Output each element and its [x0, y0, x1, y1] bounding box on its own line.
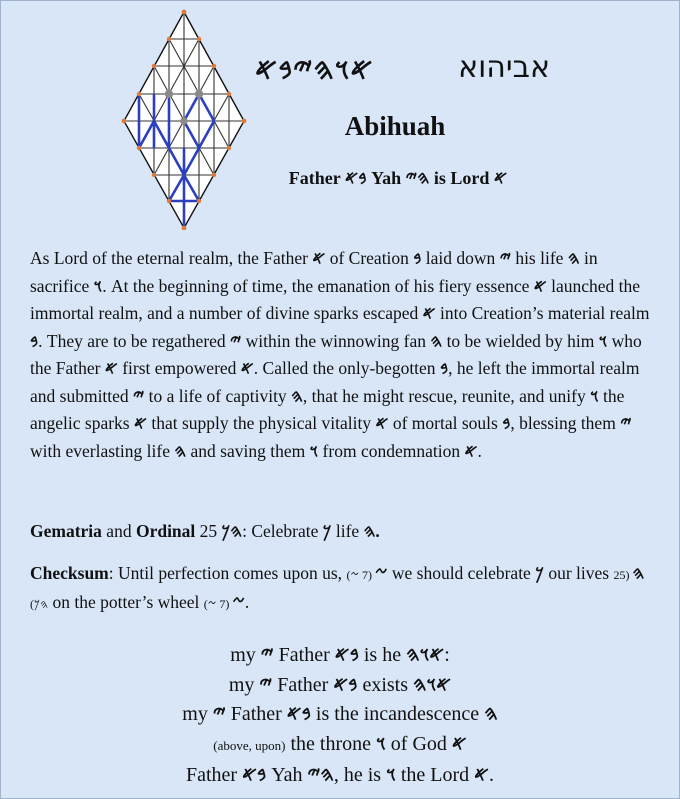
text-run: .: [244, 592, 250, 612]
text-run: to a life of captivity: [144, 385, 292, 406]
text-run: is he: [358, 644, 407, 666]
text-run: who the Father: [30, 330, 642, 378]
paleo-glyph: 𐤀: [451, 730, 467, 755]
text-run: .: [477, 440, 482, 461]
paleo-glyph: 𐤁𐤀: [334, 642, 359, 666]
paleo-glyph: 𐤁𐤀: [333, 671, 358, 696]
text-run: Father: [272, 673, 334, 696]
paleo-glyph: 𐤉: [620, 414, 632, 434]
text-run: Father: [273, 644, 335, 666]
text-run: : Until perfection comes upon us,: [108, 563, 347, 583]
paleo-glyph: 𐤁: [30, 331, 39, 352]
small-note: (7 𐤆): [346, 568, 375, 582]
text-run: with everlasting life: [30, 440, 175, 461]
paleo-glyph: 𐤀: [312, 249, 326, 269]
text-run: that supply the physical vitality: [147, 413, 376, 433]
paleo-glyph: 𐤀𐤅𐤄: [406, 642, 445, 666]
gematria-line: [30, 518, 650, 545]
text-run: , that he might rescue, reunite, and unify: [302, 385, 591, 406]
text-run: Father: [185, 764, 243, 786]
bold-text: Checksum: [30, 563, 109, 583]
text-run: from condemnation: [318, 440, 465, 461]
paleo-glyph: 𐤅: [309, 441, 319, 462]
meaning-glyph: 𐤁𐤀: [344, 168, 367, 189]
text-run: , blessing them: [510, 413, 621, 433]
paleo-glyph: 𐤄𐤊: [221, 522, 243, 542]
text-run: my: [230, 644, 261, 666]
text-run: .: [489, 764, 495, 786]
paleo-glyph: 𐤄: [430, 331, 443, 352]
text-run: . At the beginning of time, the emanation of his fiery essence: [102, 275, 534, 296]
text-run: Yah: [266, 764, 308, 786]
bold-text: .: [375, 521, 380, 541]
paleo-glyph: 𐤁: [413, 249, 422, 269]
text-run: :: [444, 644, 450, 666]
text-run: exists: [357, 673, 414, 696]
paleo-glyph: 𐤀: [533, 276, 547, 297]
paleo-glyph: 𐤅: [386, 762, 396, 786]
text-run: first empowered: [117, 358, 241, 378]
paleo-glyph: 𐤉: [212, 701, 226, 725]
poem-line: [30, 760, 650, 790]
paleo-glyph: 𐤄: [363, 522, 376, 542]
meaning-glyph: 𐤀: [493, 168, 508, 189]
paleo-glyph: 𐤀𐤅𐤄: [413, 671, 452, 696]
paleo-glyph: 𐤀: [134, 414, 147, 434]
name-meaning: [258, 168, 538, 189]
hebrew-title: אביהוא: [458, 50, 550, 85]
text-run: 25: [195, 521, 222, 541]
poem-line: [30, 699, 650, 729]
paleo-glyph: 𐤊: [535, 564, 544, 584]
paleo-glyph: 𐤅: [93, 276, 103, 297]
bold-text: Ordinal: [135, 521, 196, 541]
text-run: on the potter’s wheel: [48, 592, 204, 612]
description-paragraph: [30, 245, 650, 465]
paleo-glyph: 𐤅: [590, 386, 599, 407]
paleo-glyph: 𐤉: [230, 331, 242, 352]
paleo-glyph: 𐤄: [174, 441, 187, 462]
text-run: my: [182, 703, 213, 725]
poem-line: [30, 729, 650, 761]
paleo-glyph: 𐤄: [567, 249, 580, 269]
text-run: in sacrifice: [30, 248, 598, 296]
paleo-glyph: 𐤉: [260, 642, 274, 666]
poem: [30, 640, 650, 790]
paleo-glyph: 𐤀: [422, 304, 436, 324]
text-run: and: [101, 521, 136, 541]
text-run: we should celebrate: [387, 563, 536, 583]
text-run: launched the immortal realm, and a number of divine sparks escaped: [30, 275, 641, 323]
text-run: As Lord of the eternal realm, the Father: [30, 248, 313, 268]
text-run: life: [331, 521, 364, 541]
small-note: (25 𐤄𐤊): [30, 568, 633, 611]
paleo-glyph: 𐤆: [375, 564, 388, 584]
text-run: within the winnowing fan: [241, 330, 431, 351]
poem-line: [30, 640, 650, 670]
paleo-glyph: 𐤀: [464, 441, 478, 462]
tree-of-life-diamond-diagram: [120, 8, 248, 230]
name-title: Abihuah: [344, 111, 446, 141]
paleo-glyph: 𐤄: [484, 701, 498, 725]
paleo-glyph: 𐤊: [322, 522, 332, 542]
paleo-glyph: 𐤆: [232, 593, 245, 613]
text-run: of Creation: [325, 248, 414, 268]
small-note: (above, upon): [213, 737, 286, 753]
text-run: the Lord: [395, 764, 475, 786]
meaning-glyph: 𐤄𐤉: [405, 168, 430, 189]
paleo-glyph: 𐤀: [474, 762, 490, 786]
text-run: . They are to be regathered: [38, 330, 231, 351]
small-note: (7 𐤆): [203, 597, 233, 611]
paleo-glyph: 𐤉: [499, 249, 511, 269]
poem-line: [30, 670, 650, 700]
meaning-word: Father: [288, 168, 341, 188]
bold-text: Gematria: [30, 521, 102, 541]
paleo-glyph: 𐤉: [133, 386, 145, 407]
meaning-word: Yah: [371, 168, 402, 188]
paleo-glyph: 𐤀: [104, 359, 118, 379]
text-run: Father: [225, 703, 287, 725]
text-run: his life: [510, 248, 568, 268]
text-run: our lives: [543, 563, 614, 583]
paleo-glyph: 𐤁𐤀: [242, 762, 267, 786]
text-run: of mortal souls: [388, 413, 503, 433]
paleo-hebrew-title: 𐤀𐤅𐤄𐤉𐤁𐤀: [255, 52, 374, 87]
paleo-glyph: 𐤉: [259, 671, 273, 696]
text-run: of God: [385, 732, 452, 755]
paleo-glyph: 𐤀: [375, 414, 389, 434]
text-run: is the incandescence: [310, 703, 485, 725]
checksum-line: [30, 560, 650, 618]
text-run: into Creation’s material realm: [435, 303, 650, 323]
text-run: , he left the immortal realm and submitted: [30, 358, 640, 406]
paleo-glyph: 𐤄: [291, 386, 303, 407]
text-run: and saving them: [186, 440, 310, 461]
text-run: my: [228, 673, 260, 696]
paleo-glyph: 𐤁𐤀: [286, 701, 311, 725]
paleo-glyph: 𐤀: [240, 359, 254, 379]
paleo-glyph: 𐤄: [632, 564, 645, 584]
text-run: the angelic sparks: [30, 385, 625, 433]
text-run: to be wielded by him: [442, 330, 599, 351]
paleo-glyph: 𐤁: [502, 414, 511, 434]
text-run: , he is: [333, 764, 387, 786]
paleo-glyph: 𐤄𐤉: [307, 762, 334, 786]
meaning-word: is Lord: [433, 168, 490, 188]
paleo-glyph: 𐤅: [598, 331, 608, 352]
paleo-glyph: 𐤅: [376, 730, 386, 755]
text-run: the throne: [285, 732, 376, 755]
text-run: laid down: [421, 248, 500, 268]
text-run: . Called the only-begotten: [253, 358, 440, 378]
paleo-glyph: 𐤁: [439, 359, 449, 379]
text-run: : Celebrate: [242, 521, 323, 541]
